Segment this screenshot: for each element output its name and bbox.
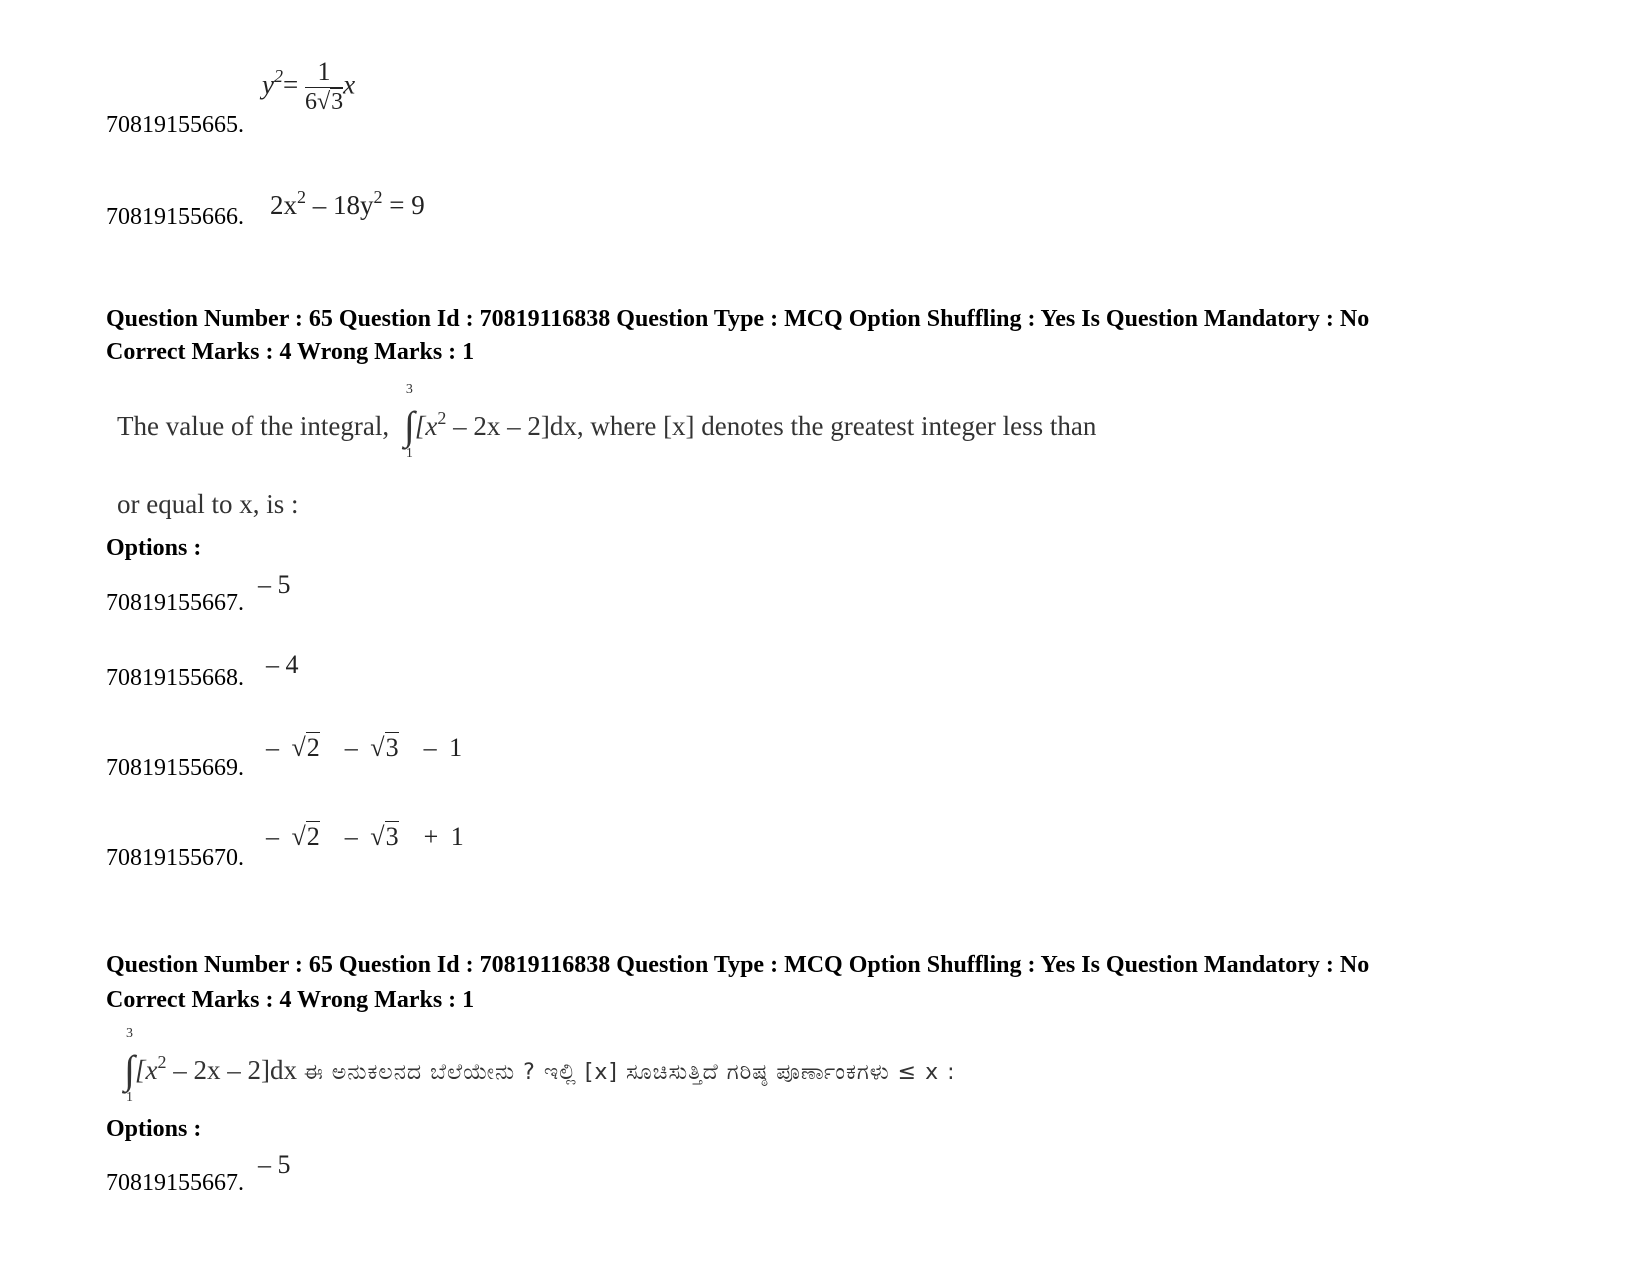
question-header: Question Number : 65 Question Id : 70819116838 Question Type : MCQ Option Shuffling : Yes Is Question Mandatory : No [106, 952, 1370, 978]
option-value: – 4 [266, 650, 299, 679]
option-id: 70819155668. [106, 665, 244, 691]
question-stem: The value of the integral, 3 ∫ 1 $[x^2 - 2x - 2]dx$, where [x] denotes the greatest integer less than [117, 382, 1097, 461]
question-stem: 3 ∫ 1 $[x^2 - 2x - 2]dx$ ಈ ಅನುಕಲನದ ಬೆಲೆಯೇನು ? ಇಲ್ಲಿ [x] ಸೂಚಿಸುತ್ತಿದೆ ಗರಿಷ್ಠ ಪೂರ್ಣಾಂಕಗಳು ≤ x : [124, 1026, 956, 1105]
option-value: – 5 [258, 570, 291, 599]
option-id: 70819155669. [106, 755, 244, 781]
option-id: 70819155667. [106, 590, 244, 616]
option-id: 70819155667. [106, 1170, 244, 1196]
option-value: – √2 – √3 – 1 [266, 733, 463, 762]
options-label: Options : [106, 535, 202, 561]
question-header: Question Number : 65 Question Id : 70819116838 Question Type : MCQ Option Shuffling : Yes Is Question Mandatory : No [106, 306, 1370, 332]
marks-line: Correct Marks : 4 Wrong Marks : 1 [106, 339, 475, 365]
option-id: 70819155665. [106, 112, 244, 138]
option-math: $2x^2 - 18y^2 = 9$ [270, 187, 425, 220]
question-stem-line2: or equal to x, is : [117, 489, 299, 519]
marks-line: Correct Marks : 4 Wrong Marks : 1 [106, 987, 475, 1013]
option-id: 70819155670. [106, 845, 244, 871]
option-value: – 5 [258, 1150, 291, 1179]
option-value: – √2 – √3 + 1 [266, 822, 464, 851]
option-id: 70819155666. [106, 204, 244, 230]
option-math: $y^2=$ $\frac{1}{6√3}$ x [262, 57, 356, 115]
options-label: Options : [106, 1116, 202, 1142]
